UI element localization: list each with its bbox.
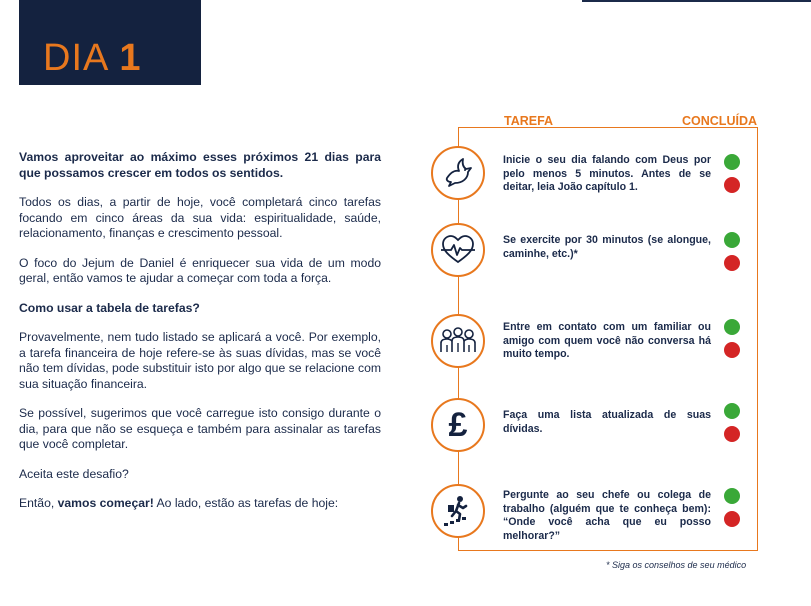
climbing-stairs-icon xyxy=(431,484,485,538)
day-title-number: 1 xyxy=(119,37,142,79)
pound-symbol: £ xyxy=(448,406,468,444)
task-5-text: Pergunte ao seu chefe ou colega de trabalho (alguém que te conheça bem): “Onde você acha que eu posso melhorar?” xyxy=(503,489,711,542)
intro-paragraph xyxy=(19,150,381,181)
task-3-text: Entre em contato com um familiar ou amigo com quem você não conversa há muito tempo. xyxy=(503,321,711,361)
section-heading-text: Como usar a tabela de tarefas? xyxy=(19,300,200,315)
intro-closing-post: Ao lado, estão as tarefas de hoje: xyxy=(153,496,339,510)
top-divider-line xyxy=(582,0,811,2)
intro-closing-pre: Então, xyxy=(19,496,58,510)
day-title-word: DIA xyxy=(43,37,110,79)
task-1-text: Inicie o seu dia falando com Deus por pelo menos 5 minutos. Antes de se deitar, leia João capítulo 1. xyxy=(503,154,711,194)
task-2-done-button[interactable] xyxy=(724,232,740,248)
task-4-text: Faça uma lista atualizada de suas dívidas. xyxy=(503,409,711,435)
dove-icon xyxy=(431,146,485,200)
section-heading xyxy=(19,301,381,317)
task-4-not-done-button[interactable] xyxy=(724,426,740,442)
intro-paragraph xyxy=(19,496,381,512)
table-header-done: CONCLUÍDA xyxy=(682,114,757,128)
intro-paragraph: O foco do Jejum de Daniel é enriquecer sua vida de um modo geral, então vamos te ajudar a começar com toda a força. xyxy=(19,255,381,285)
heartbeat-icon xyxy=(431,223,485,277)
pound-icon xyxy=(431,398,485,452)
intro-closing-bold: vamos começar! xyxy=(57,496,154,510)
task-5-not-done-button[interactable] xyxy=(724,511,740,527)
intro-paragraph: Se possível, sugerimos que você carregue isto consigo durante o dia, para que não se esqueça e também para assinalar as tarefas que você completar. xyxy=(19,406,381,451)
task-2-not-done-button[interactable] xyxy=(724,255,740,271)
footnote: * Siga os conselhos de seu médico xyxy=(606,560,747,570)
people-icon xyxy=(431,314,485,368)
task-1-not-done-button[interactable] xyxy=(724,177,740,193)
table-header-task: TAREFA xyxy=(504,114,554,128)
task-2-text: Se exercite por 30 minutos (se alongue, caminhe, etc.)* xyxy=(503,234,711,260)
intro-paragraph: Provavelmente, nem tudo listado se aplicará a você. Por exemplo, a tarefa financeira de hoje refere-se às suas dívidas, mas se você não tem dívidas, pode substituir isto por algo que se relacione com sua situação financeira. xyxy=(19,330,381,391)
task-1-done-button[interactable] xyxy=(724,154,740,170)
intro-lead: Vamos aproveitar ao máximo esses próximos 21 dias para que possamos crescer em todos os sentidos. xyxy=(19,150,381,180)
task-5-done-button[interactable] xyxy=(724,488,740,504)
task-4-done-button[interactable] xyxy=(724,403,740,419)
intro-paragraph: Todos os dias, a partir de hoje, você completará cinco tarefas focando em cinco áreas da sua vida: espiritualidade, saúde, relacionamento, finanças e crescimento pessoal. xyxy=(19,195,381,240)
intro-text xyxy=(19,150,381,526)
intro-paragraph: Aceita este desafio? xyxy=(19,466,129,481)
day-title xyxy=(43,36,142,80)
task-3-done-button[interactable] xyxy=(724,319,740,335)
task-3-not-done-button[interactable] xyxy=(724,342,740,358)
